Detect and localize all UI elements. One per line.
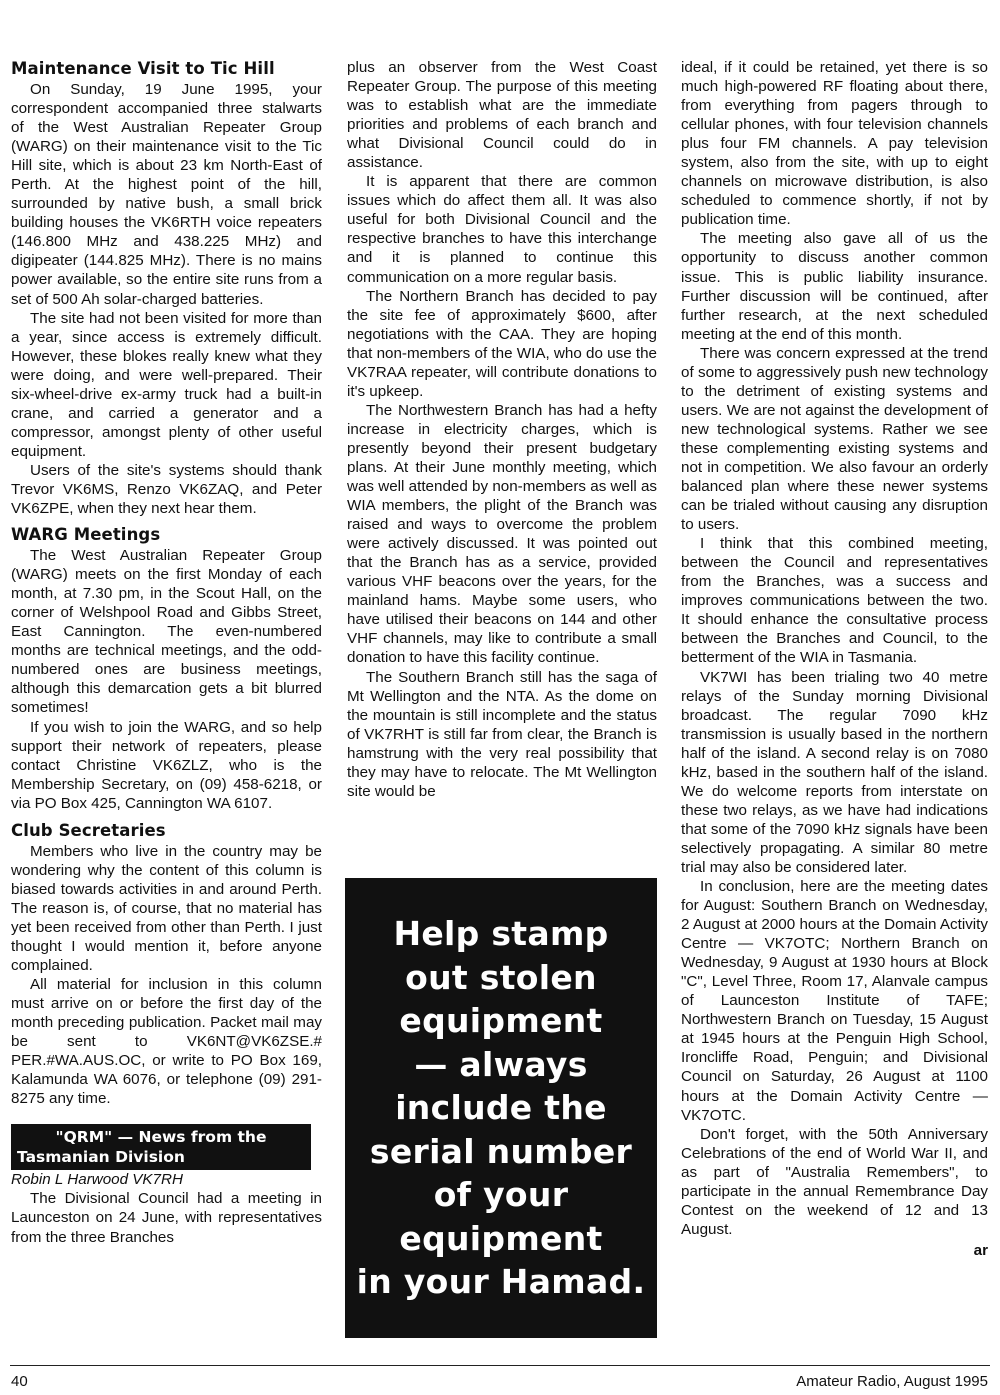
article-end-mark: ar [973,1241,988,1259]
paragraph: All material for inclusion in this column must arrive on or before the first day of the month preceding publication. Packet mail may be sent to VK6NT@VK6ZSE.# PER.#WA.AUS.OC, or write to PO Box 169, Kalamunda WA 6076, or telephone (09) 291-8275 any time. [11,976,322,1108]
paragraph: Don't forget, with the 50th Anniversary Celebrations of the end of World War II, and as part of "Australia Remembers", to participate in the annual Remembrance Day Contest on the weekend of 12 and 13 August. [681,1125,988,1238]
ad-line: equipment [399,1001,603,1041]
heading-club-secretaries: Club Secretaries [11,820,166,840]
column-2 [347,58,657,801]
heading-warg-meetings: WARG Meetings [11,525,161,545]
paragraph: I think that this combined meeting, between the Council and representatives from the Branches, was a success and improves communications between the two. It should enhance the consultative process between the Branches and Council, to the betterment of the WIA in Tasmania. [681,535,988,667]
paragraph: The meeting also gave all of us the opportunity to discuss another common issue. This is public liability insurance. Further discussion will be continued, after further research, at the next scheduled meeting at the end of this month. [681,230,988,343]
paragraph: There was concern expressed at the trend of some to aggressively push new technology to the detriment of existing systems and users. We are not against the development of new technological systems. Rather we see these complementing existing systems and not in competition. We also favour an orderly balanced plan where these newer systems can be trialed without causing any disruption to users. [681,344,988,534]
publication-footer: Amateur Radio, August 1995 [796,1373,988,1390]
paragraph: In conclusion, here are the meeting dates for August: Southern Branch on Wednesday, 2 August at 2000 hours at the Domain Activity Centre — VK7OTC; Northern Branch on Wednesday, 9 August at 1930 hours at Block "C", Level Three, Room 17, Alanvale campus of Launceston Institute of TAFE; Northwestern Branch on Tuesday, 15 August at 1945 hours at the Penguin High School, Ironcliffe Road, Penguin; and Divisional Council on Saturday, 26 August at 1100 hours at the Domain Activity Centre — VK7OTC. [681,878,988,1124]
paragraph: The West Australian Repeater Group (WARG) meets on the first Monday of each month, at 7.30 pm, in the Scout Hall, on the corner of Welshpool Road and Gibbs Street, East Cannington. The even-numbered months are technical meetings, and the odd-numbered ones are business meetings, although this demarcation gets a bit blurred sometimes! [11,547,322,717]
ad-line: equipment [399,1218,603,1258]
qrm-banner-line-2: Tasmanian Division [17,1148,185,1167]
ad-line: — always [414,1044,588,1084]
ad-line: include the [395,1088,607,1128]
ad-line: Help stamp [393,914,609,954]
paragraph: The Divisional Council had a meeting in Launceston on 24 June, with representatives from the three Branches [11,1190,322,1246]
paragraph: Members who live in the country may be wondering why the content of this column is biased towards activities in and around Perth. The reason is, of course, that no material has yet been received from other than Perth. I just thought I would mention it, before anyone complained. [11,842,322,975]
paragraph: VK7WI has been trialing two 40 metre relays of the Sunday morning Divisional broadcast. The regular 7090 kHz transmission is usually based in the northern half of the island. A second relay is on 7080 kHz, based in the southern half of the island. We do welcome reports from interstate on these two relays, as we have had indications that some of the 7090 kHz signals have been selectively propagating. A similar 80 metre trial may also be considered later. [681,668,988,876]
paragraph: On Sunday, 19 June 1995, your correspondent accompanied three stalwarts of the West Australian Repeater Group (WARG) on their maintenance visit to the Tic Hill site, which is about 23 km North-East of Perth. At the highest point of the hill, surrounded by native bush, a small brick building houses the VK6RTH voice repeaters (146.800 MHz and 438.225 MHz) and digipeater (144.825 MHz). There is no mains power available, so the entire site runs from a set of 500 Ah solar-charged batteries. [11,81,322,308]
ad-line: in your Hamad. [356,1262,646,1302]
paragraph: Users of the site's systems should thank Trevor VK6MS, Renzo VK6ZAQ, and Peter VK6ZPE, when they next hear them. [11,461,322,518]
qrm-section-banner [11,1124,311,1170]
paragraph: The site had not been visited for more than a year, since access is extremely difficult. However, these blokes really knew what they were doing, and were well-prepared. Their six-wheel-drive ex-army truck had a built-in crane, and carried a generator and a compressor, amongst plenty of other useful equipment. [11,309,322,460]
ad-line: of your [433,1175,569,1215]
paragraph: The Southern Branch still has the saga of Mt Wellington and the NTA. As the dome on the mountain is still incomplete and the status of VK7RHT is still far from clear, the Branch is hamstrung with the very real possibility that they may have to relocate. The Mt Wellington site would be [347,668,657,800]
heading-tic-hill: Maintenance Visit to Tic Hill [11,59,275,78]
ad-line: out stolen [405,957,597,997]
paragraph: It is apparent that there are common issues which do affect them all. It was also useful for both Divisional Council and the respective branches to have this interchange and it is planned to continue this communication on a more regular basis. [347,173,657,286]
author-byline: Robin L Harwood VK7RH [11,1171,183,1189]
hamad-advertisement-box [345,878,657,1338]
paragraph: plus an observer from the West Coast Repeater Group. The purpose of this meeting was to establish what are the immediate priorities and problems of each branch and what Divisional Council could do in assistance. [347,59,657,172]
ad-line: serial number [369,1131,633,1171]
column-1 [11,58,322,1247]
paragraph: ideal, if it could be retained, yet there is so much high-powered RF floating about there, from everything from pagers through to cellular phones, with four television channels plus four FM channels. A pay television system, also from the site, with up to eight channels on microwave distribution, is also scheduled to commence shortly, if not by publication time. [681,59,988,229]
column-3 [681,58,988,1260]
qrm-banner-line-1: "QRM" — News from the [55,1128,267,1147]
paragraph: If you wish to join the WARG, and so help support their network of repeaters, please contact Christine VK6ZLZ, who is the Membership Secretary, on (09) 458-6218, or via PO Box 425, Cannington WA 6107. [11,718,322,812]
paragraph: The Northwestern Branch has had a hefty increase in electricity charges, which is presently beyond their present budgetary plans. At their June monthly meeting, which was well attended by non-members as well as WIA members, the plight of the Branch was raised and ways to overcome the problem were actively discussed. It was pointed out that the Branch has as a service, provided various VHF beacons over the years, for the mainland hams. Maybe some users, who have utilised their beacons on 144 and other VHF channels, may like to contribute a small donation to have this facility continue. [347,401,657,667]
footer-divider [10,1365,990,1366]
page-number: 40 [11,1373,28,1390]
paragraph: The Northern Branch has decided to pay the site fee of approximately $600, after negotiations with the CAA. They are hoping that non-members of the WIA, who do use the VK7RAA repeater, will contribute donations to it's upkeep. [347,287,657,400]
